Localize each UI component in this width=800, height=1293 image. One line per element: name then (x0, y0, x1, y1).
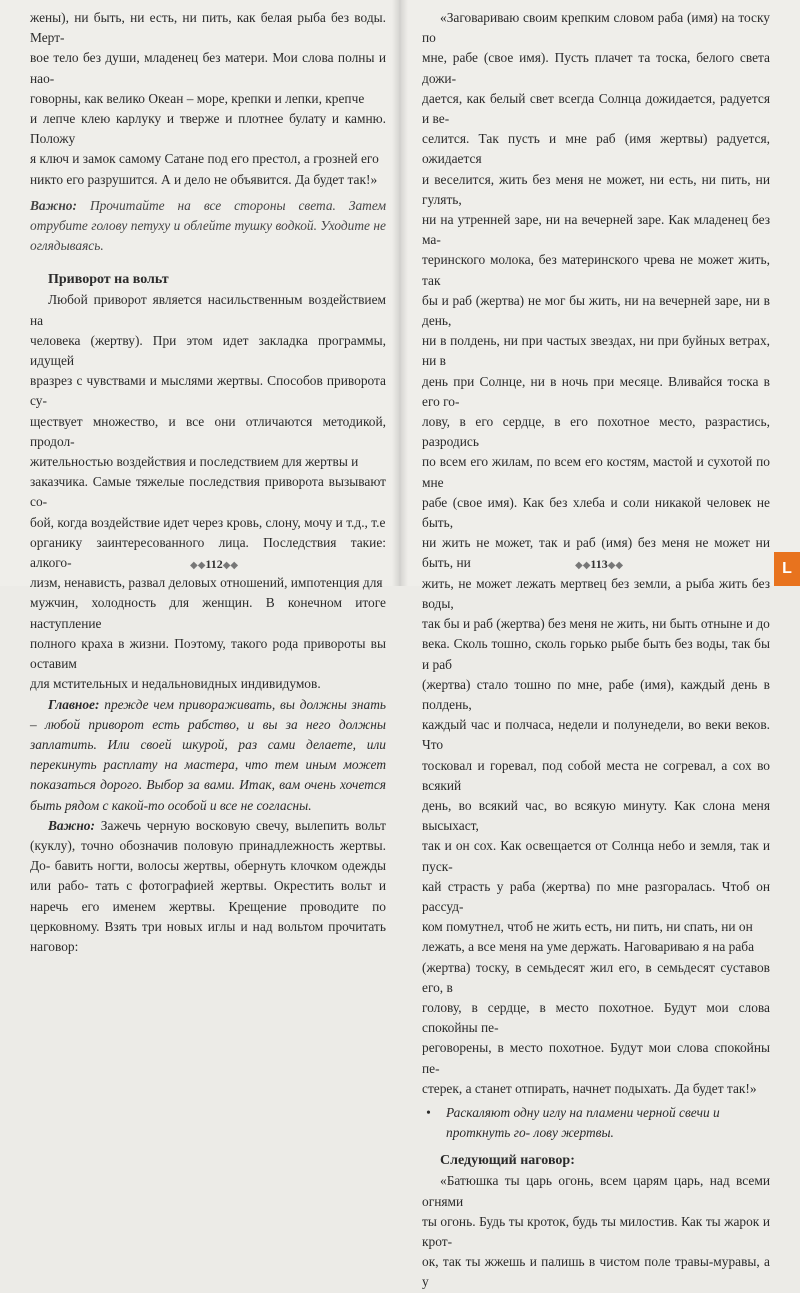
text-line: теринского молока, без материнского чрева не может жить, так (422, 252, 770, 288)
right-page (400, 0, 800, 1290)
text-line: день при Солнце, ни в ночь при месяце. Вливайся тоска в его го- (422, 373, 770, 409)
text-line: голову, в сердце, в место похотное. Будут мои слова спокойны пе- (422, 999, 770, 1036)
text-line: мужчин, холодность для женщин. В конечном итоге наступление (30, 595, 386, 631)
bullet-text: Раскаляют одну иглу на пламени черной свечи и проткнуть го- лову жертвы. (446, 1104, 720, 1141)
text-line: по всем его жилам, по всем его костям, мастой и сухотой по мне (422, 454, 770, 490)
text-line: жены), ни быть, ни есть, ни пить, как белая рыба без воды. Мерт- (30, 10, 386, 46)
text-line: лизм, ненависть, развал деловых отношений, импотенция для (30, 575, 383, 591)
text-line: кай страсть у раба (жертва) по мне разгоралась. Чтоб он рассуд- (422, 878, 770, 914)
main-note-text: прежде чем привораживать, вы должны знать – любой приворот есть рабство, и вы за него должны заплатить. Или своей шкурой, раз сами делаете, или перекинуть расплату на мастера, что тем иным может показаться дорого. Выбор за вами. Итак, вам очень хочется быть рядом с какой-то особой и все не согласны. (30, 696, 386, 813)
note-label: Важно: (30, 197, 77, 213)
bullet-instruction (422, 1103, 770, 1143)
left-paragraph-1 (30, 8, 386, 190)
page-number-left: ◆◆112◆◆ (190, 557, 239, 571)
text-line: жительностью воздействия и последствием для жертвы и (30, 454, 359, 470)
text-line: века. Сколь тошно, сколь горько рыбе быть без воды, так бы и раб (422, 636, 770, 672)
book-spine (392, 0, 408, 586)
text-line: тосковал и горевал, под собой места не согревал, а сох во всякий (422, 757, 770, 793)
text-line: лову, в его сердце, в его похотное место, разрастись, разродись (422, 414, 770, 450)
text-line: селится. Так пусть и мне раб (имя жертвы) радуется, ожидается (422, 131, 770, 167)
text-line: «Заговариваю своим крепким словом раба (имя) на тоску по (422, 10, 770, 46)
text-line: ни на утренней заре, ни на вечерней заре. Как младенец без ма- (422, 212, 770, 248)
subheading-next-spell: Следующий наговор: (440, 1153, 575, 1169)
text-line: каждый час и полчаса, недели и полунедели, во веки веков. Что (422, 717, 770, 753)
text-line: вразрез с чувствами и мыслями жертвы. Способов приворота су- (30, 373, 386, 409)
imp2-label: Важно: (48, 817, 95, 833)
text-line: реговорены, в место похотное. Будут мои слова спокойны пе- (422, 1040, 770, 1076)
text-line: говорны, как велико Океан – море, крепки и лепки, крепче (30, 90, 365, 106)
text-line: ок, так ты жжешь и палишь в чистом поле травы-муравы, а у (422, 1254, 770, 1290)
text-line: и лепче клею карлуку и тверже и плотнее булату и камню. Положу (30, 111, 386, 147)
text-line: органику заинтересованного лица. Последствия такие: алкого- (30, 534, 386, 571)
text-line: вое тело без души, младенец без матери. Мои слова полны и нао- (30, 50, 386, 86)
text-line: бой, когда воздействие идет через кровь, слону, мочу и т.д., т.е (30, 514, 386, 530)
main-note (30, 695, 386, 816)
text-line: так и он сох. Как освещается от Солнца небо и земля, так и пуск- (422, 838, 770, 874)
note-text: Прочитайте на все стороны света. Затем отрубите голову петуху и облейте тушку водкой. Уходите не оглядываясь. (30, 197, 386, 254)
text-line: ни в полдень, ни при частых звездах, ни при буйных ветрах, ни в (422, 333, 770, 369)
text-line: ты огонь. Будь ты кроток, будь ты милостив. Как ты жарок и крот- (422, 1213, 770, 1249)
text-line: «Батюшка ты царь огонь, всем царям царь, над всеми огнями (422, 1173, 770, 1209)
text-line: день, во всякий час, во всякую минуту. Как слона меня высыхаст, (422, 797, 770, 834)
text-line: ществует множество, и все они отличаются методикой, продол- (30, 413, 386, 449)
text-line: Любой приворот является насильственным воздействием на (30, 292, 386, 328)
text-line: (жертва) стало тошно по мне, рабе (имя), каждый день в полдень, (422, 676, 770, 712)
main-label: Главное: (48, 696, 100, 712)
left-page (0, 0, 400, 954)
text-line: жить, не может лежать мертвец без земли, а рыба жить без воды, (422, 575, 770, 611)
text-line: бы и раб (жертва) не мог бы жить, ни на вечерней заре, ни в день, (422, 292, 770, 329)
left-important-note-2 (30, 816, 386, 957)
text-line: рабе (свое имя). Как без хлеба и соли никакой человек не быть, (422, 494, 770, 531)
text-line: ни жить не может, так и раб (имя) без меня не может ни быть, ни (422, 535, 770, 571)
text-line: я ключ и замок самому Сатане под его престол, а грозней его (30, 151, 379, 167)
text-line: полного краха в жизни. Поэтому, такого рода привороты вы оставим (30, 635, 386, 672)
text-line: ком помутнел, чтоб не жить есть, ни пить, ни спать, ни он (422, 919, 753, 935)
imp2-text: Зажечь черную восковую свечу, вылепить вольт (куклу), точно обозначив половую принадлежность жертвы. До- бавить ногти, волосы жертвы, обернуть клочком одежды или рабо- тать с фотографией жертвы. Окрестить вольт и наречь его именем жертвы. Крещение проводите по церковному. Взять три новых иглы и над вольтом прочитать наговор: (30, 817, 386, 954)
bullet-mark: • (426, 1104, 431, 1120)
left-paragraph-2 (30, 290, 386, 694)
text-line: мне, рабе (свое имя). Пусть плачет та тоска, белого света дожи- (422, 50, 770, 86)
text-line: никто его разрушится. А и дело не объявится. Да будет так!» (30, 171, 378, 187)
section-heading: Приворот на вольт (48, 272, 169, 288)
text-line: так бы и раб (жертва) без меня не жить, ни быть отныне и до (422, 616, 770, 632)
text-line: и веселится, жить без меня не может, ни есть, ни пить, ни гулять, (422, 171, 770, 207)
text-line: заказчика. Самые тяжелые последствия приворота вызывают со- (30, 474, 386, 510)
text-line: (жертва) тоску, в семьдесят жил его, в семьдесят суставов его, в (422, 959, 770, 995)
right-paragraph-2 (422, 1171, 770, 1292)
text-line: человека (жертву). При этом идет закладка программы, идущей (30, 332, 386, 369)
left-important-note-1 (30, 196, 386, 257)
text-line: для мстительных и недальновидных индивидумов. (30, 676, 321, 692)
right-paragraph-1 (422, 8, 770, 1099)
text-line: стерек, а станет отпирать, начнет подыхать. Да будет так!» (422, 1080, 757, 1096)
text-line: дается, как белый свет всегда Солнца дожидается, радуется и ве- (422, 90, 770, 127)
publisher-logo-icon: L (774, 552, 800, 586)
text-line: лежать, а все меня на уме держать. Наговариваю я на раба (422, 939, 755, 955)
page-number-right: ◆◆113◆◆ (575, 557, 624, 571)
